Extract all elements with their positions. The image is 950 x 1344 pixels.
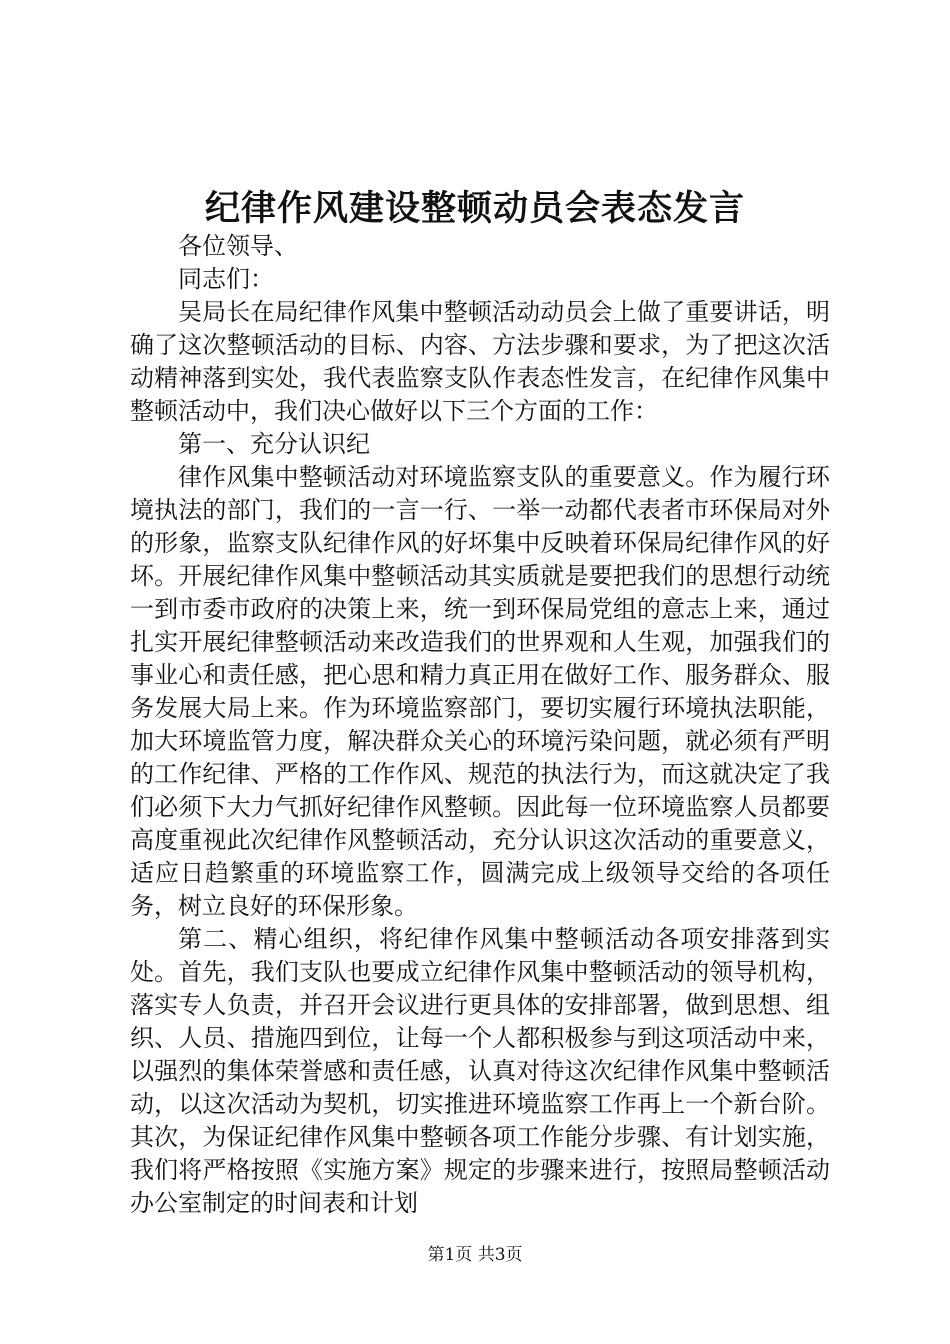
- document-body: [130, 230, 830, 1217]
- salutation-line: 同志们：: [178, 265, 274, 293]
- section-paragraph-second: 第二、精心组织，将纪律作风集中整顿活动各项安排落到实处。首先，我们支队也要成立纪律作风集中整顿活动的领导机构，落实专人负责，并召开会议进行更具体的安排部署，做到思想、组织、人员、措施四到位，让每一个人都积极参与到这项活动中来，以强烈的集体荣誉感和责任感，认真对待这次纪律作风集中整顿活动，以这次活动为契机，切实推进环境监察工作再上一个新台阶。其次，为保证纪律作风集中整顿各项工作能分步骤、有计划实施，我们将严格按照《实施方案》规定的步骤来进行，按照局整顿活动办公室制定的时间表和计划: [130, 925, 830, 1217]
- section-heading-first: 第一、充分认识纪: [178, 430, 370, 458]
- body-paragraph: 吴局长在局纪律作风集中整顿活动动员会上做了重要讲话，明确了这次整顿活动的目标、内容、方法步骤和要求，为了把这次活动精神落到实处，我代表监察支队作表态性发言，在纪律作风集中整顿活动中，我们决心做好以下三个方面的工作：: [130, 298, 830, 425]
- document-title: 纪律作风建设整顿动员会表态发言: [204, 188, 745, 229]
- page-number-footer: 第1页 共3页: [427, 1245, 523, 1265]
- body-paragraph: 律作风集中整顿活动对环境监察支队的重要意义。作为履行环境执法的部门，我们的一言一行、一举一动都代表者市环保局对外的形象，监察支队纪律作风的好坏集中反映着环保局纪律作风的好坏。开展纪律作风集中整顿活动其实质就是要把我们的思想行动统一到市委市政府的决策上来，统一到环保局党组的意志上来，通过扎实开展纪律整顿活动来改造我们的世界观和人生观，加强我们的事业心和责任感，把心思和精力真正用在做好工作、服务群众、服务发展大局上来。作为环境监察部门，要切实履行环境执法职能，加大环境监管力度，解决群众关心的环境污染问题，就必须有严明的工作纪律、严格的工作作风、规范的执法行为，而这就决定了我们必须下大力气抓好纪律作风整顿。因此每一位环境监察人员都要高度重视此次纪律作风整顿活动，充分认识这次活动的重要意义，适应日趋繁重的环境监察工作，圆满完成上级领导交给的各项任务，树立良好的环保形象。: [130, 463, 830, 920]
- salutation-line: 各位领导、: [178, 232, 298, 260]
